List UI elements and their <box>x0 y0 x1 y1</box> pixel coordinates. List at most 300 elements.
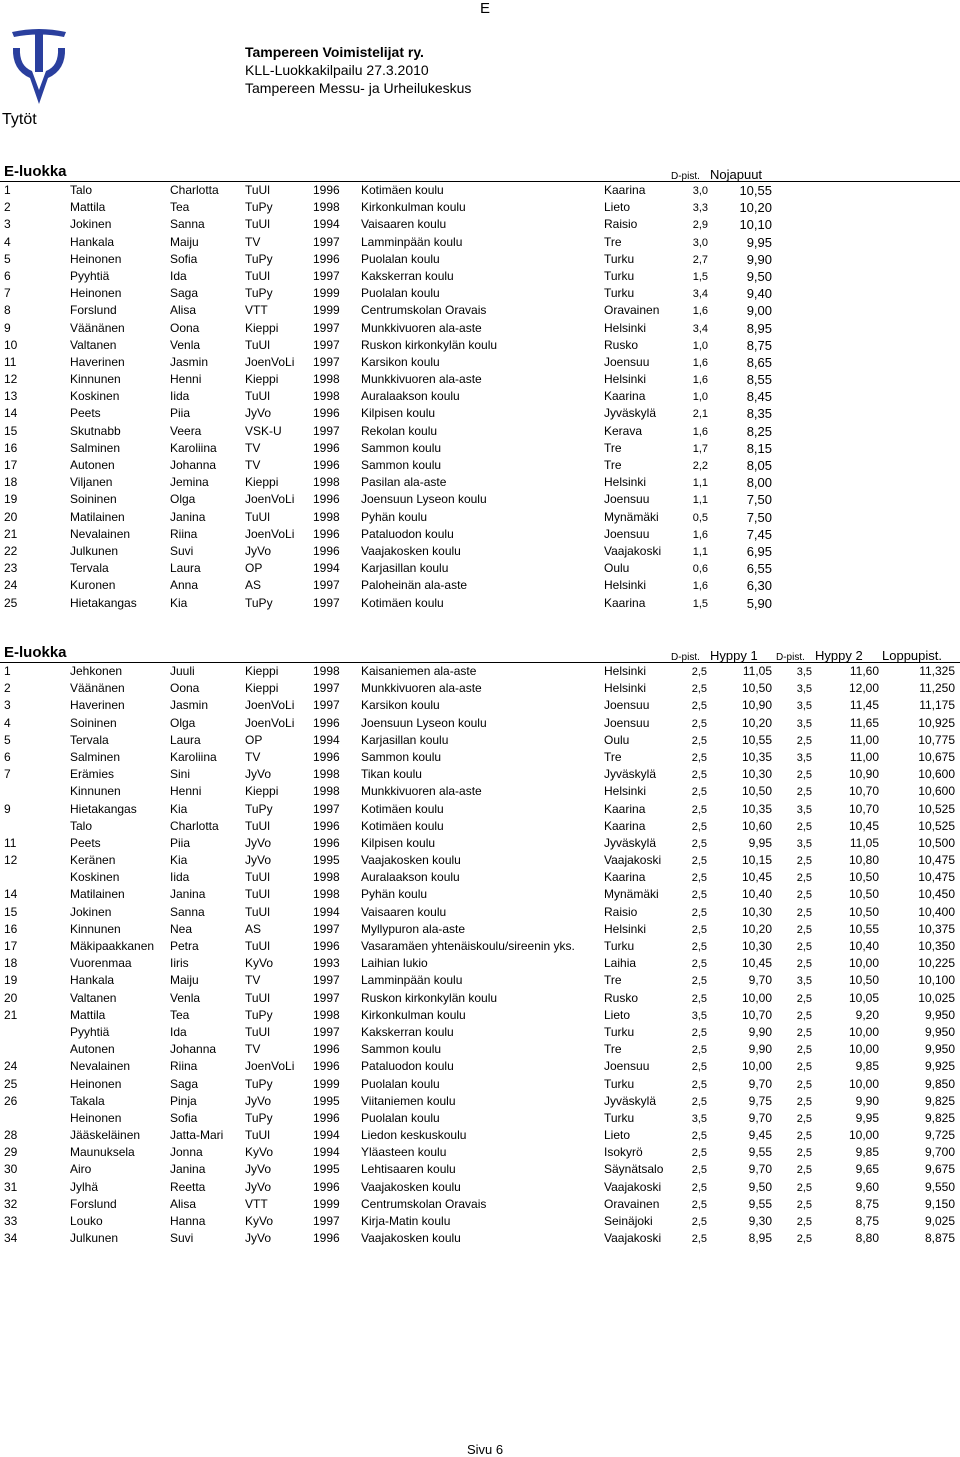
first-name-cell: Jatta-Mari <box>170 1128 224 1143</box>
birth-year-cell: 1998 <box>313 200 340 215</box>
last-name-cell: Soininen <box>70 492 117 507</box>
score-cell: 9,50 <box>746 268 772 284</box>
last-name-cell: Heinonen <box>70 1076 122 1091</box>
table-row <box>0 886 960 903</box>
hyppy-1-cell: 9,70 <box>748 973 772 988</box>
birth-year-cell: 1996 <box>313 749 340 764</box>
club-cell: Kieppi <box>245 372 279 387</box>
last-name-cell: Forslund <box>70 303 117 318</box>
event-name: KLL-Luokkakilpailu 27.3.2010 <box>245 62 429 78</box>
school-cell: Sammon koulu <box>361 458 442 472</box>
club-cell: TuUl <box>245 870 270 885</box>
birth-year-cell: 1996 <box>313 1179 340 1194</box>
last-name-cell: Nevalainen <box>70 1059 131 1074</box>
score-cell: 6,30 <box>746 578 772 594</box>
first-name-cell: Suvi <box>170 1231 194 1246</box>
club-cell: Kieppi <box>245 784 279 799</box>
table-row <box>0 216 960 233</box>
score-cell: 8,15 <box>746 440 772 456</box>
d-score-cell: 0,6 <box>692 563 708 576</box>
d-score-cell: 3,3 <box>692 202 708 215</box>
rank-cell: 19 <box>4 492 18 507</box>
club-cell: TuUl <box>245 389 270 404</box>
final-score-cell: 9,150 <box>924 1196 955 1211</box>
final-score-cell: 11,250 <box>919 681 955 696</box>
table-row <box>0 852 960 869</box>
last-name-cell: Vuorenmaa <box>70 956 132 971</box>
rank-cell: 25 <box>4 1076 18 1091</box>
first-name-cell: Alisa <box>170 1196 197 1211</box>
d-score-1-cell: 2,5 <box>691 1044 707 1057</box>
first-name-cell: Saga <box>170 286 199 301</box>
d-score-2-cell: 2,5 <box>796 1216 812 1228</box>
d-score-2-cell: 3,5 <box>796 683 812 696</box>
city-cell: Helsinki <box>604 921 647 936</box>
first-name-cell: Pinja <box>170 1093 197 1108</box>
city-cell: Joensuu <box>604 715 650 730</box>
club-cell: OP <box>245 732 263 747</box>
table-row <box>0 663 960 680</box>
d-score-1-cell: 2,5 <box>691 1130 707 1143</box>
score-cell: 8,45 <box>746 389 772 405</box>
first-name-cell: Iida <box>170 389 190 404</box>
table-row <box>0 921 960 938</box>
birth-year-cell: 1997 <box>313 595 340 610</box>
birth-year-cell: 1997 <box>313 681 340 696</box>
city-cell: Oravainen <box>604 1196 660 1211</box>
city-cell: Kaarina <box>604 389 646 404</box>
rank-cell: 5 <box>4 251 11 266</box>
rank-cell: 9 <box>4 801 11 816</box>
birth-year-cell: 1997 <box>313 320 340 335</box>
school-cell: Auralaakson koulu <box>361 389 460 404</box>
rank-cell: 11 <box>4 835 17 850</box>
final-score-cell: 9,950 <box>924 1007 955 1022</box>
city-cell: Vaajakoski <box>604 853 662 868</box>
d-score-2-cell: 2,5 <box>796 992 812 1005</box>
last-name-cell: Julkunen <box>70 1231 119 1246</box>
table-row <box>0 732 960 749</box>
d-score-2-cell: 2,5 <box>796 1078 812 1091</box>
table-row <box>0 526 960 543</box>
rank-cell: 7 <box>4 286 11 301</box>
d-score-cell: 2,9 <box>692 219 708 232</box>
score-cell: 7,50 <box>746 509 772 525</box>
rank-cell: 16 <box>4 921 18 936</box>
last-name-cell: Matilainen <box>70 509 125 524</box>
school-cell: Kotimäen koulu <box>361 818 444 833</box>
table-row <box>0 680 960 697</box>
last-name-cell: Haverinen <box>70 354 125 369</box>
d-score-1-cell: 2,5 <box>691 1164 707 1177</box>
birth-year-cell: 1996 <box>313 1110 340 1125</box>
club-cell: TuUl <box>245 183 270 197</box>
table-row <box>0 990 960 1007</box>
rank-cell: 20 <box>4 990 18 1005</box>
last-name-cell: Talo <box>70 818 93 833</box>
d-score-cell: 1,5 <box>692 597 708 610</box>
last-name-cell: Soininen <box>70 715 117 730</box>
d-score-1-cell: 2,5 <box>691 717 707 730</box>
school-cell: Kilpisen koulu <box>361 406 436 421</box>
birth-year-cell: 1998 <box>313 372 340 387</box>
city-cell: Oulu <box>604 561 630 576</box>
club-cell: TV <box>245 1042 261 1057</box>
hyppy-1-cell: 10,30 <box>741 767 772 782</box>
first-name-cell: Janina <box>170 1162 206 1177</box>
rank-cell: 18 <box>4 956 18 971</box>
d-score-2-cell: 2,5 <box>796 906 812 919</box>
final-score-cell: 9,950 <box>924 1024 955 1039</box>
school-cell: Puolalan koulu <box>361 1110 440 1125</box>
final-score-cell: 9,950 <box>924 1042 955 1057</box>
rank-cell: 33 <box>4 1214 18 1228</box>
birth-year-cell: 1997 <box>313 578 340 593</box>
club-cell: AS <box>245 921 262 936</box>
d-score-cell: 1,6 <box>692 305 708 318</box>
d-score-2-cell: 2,5 <box>796 1198 812 1211</box>
club-cell: TuPy <box>245 1110 273 1125</box>
birth-year-cell: 1994 <box>313 217 340 232</box>
birth-year-cell: 1998 <box>313 1007 340 1022</box>
last-name-cell: Keränen <box>70 853 116 868</box>
school-cell: Kirkonkulman koulu <box>361 1007 466 1022</box>
school-cell: Sammon koulu <box>361 749 442 764</box>
d-score-1-cell: 2,5 <box>691 803 707 816</box>
school-cell: Pyhän koulu <box>361 887 428 902</box>
club-cell: TV <box>245 234 261 249</box>
d-score-1-cell: 2,5 <box>691 1233 707 1246</box>
table-row <box>0 1041 960 1058</box>
d-score-2-cell: 2,5 <box>796 769 812 782</box>
score-cell: 8,25 <box>746 423 772 439</box>
city-cell: Tre <box>604 458 622 472</box>
final-score-cell: 9,825 <box>924 1110 955 1125</box>
school-cell: Tikan koulu <box>361 767 422 782</box>
first-name-cell: Nea <box>170 921 193 936</box>
hyppy-1-cell: 10,40 <box>741 887 772 902</box>
d-score-1-cell: 3,5 <box>691 1112 707 1125</box>
final-score-cell: 9,825 <box>924 1093 955 1108</box>
rank-cell: 9 <box>4 320 11 335</box>
final-score-cell: 9,925 <box>924 1059 955 1074</box>
birth-year-cell: 1999 <box>313 1196 340 1211</box>
d-score-1-cell: 2,5 <box>691 906 707 919</box>
city-cell: Lieto <box>604 1007 631 1022</box>
d-score-1-cell: 2,5 <box>691 666 707 678</box>
table-row <box>0 595 960 612</box>
club-cell: TuUl <box>245 904 270 919</box>
city-cell: Oravainen <box>604 303 660 318</box>
first-name-cell: Veera <box>170 423 202 438</box>
last-name-cell: Forslund <box>70 1196 117 1211</box>
city-cell: Vaajakoski <box>604 543 662 558</box>
school-cell: Munkkivuoren ala-aste <box>361 681 482 696</box>
final-score-cell: 10,775 <box>918 732 955 747</box>
hyppy-2-cell: 10,70 <box>848 801 879 816</box>
d-score-2-cell: 2,5 <box>796 1112 812 1125</box>
birth-year-cell: 1996 <box>313 835 340 850</box>
final-score-cell: 9,675 <box>924 1162 955 1177</box>
rank-cell: 32 <box>4 1196 18 1211</box>
birth-year-cell: 1996 <box>313 526 340 541</box>
first-name-cell: Tea <box>170 1007 190 1022</box>
rank-cell: 24 <box>4 1059 18 1074</box>
city-cell: Seinäjoki <box>604 1214 653 1228</box>
school-cell: Puolalan koulu <box>361 1076 440 1091</box>
d-score-1-cell: 2,5 <box>691 872 707 885</box>
first-name-cell: Iida <box>170 870 190 885</box>
birth-year-cell: 1997 <box>313 268 340 283</box>
first-name-cell: Henni <box>170 372 202 387</box>
d-score-cell: 1,6 <box>692 356 708 369</box>
city-cell: Turku <box>604 1076 635 1091</box>
score-cell: 7,50 <box>746 492 772 508</box>
city-cell: Kaarina <box>604 595 646 610</box>
city-cell: Kaarina <box>604 801 646 816</box>
last-name-cell: Pyyhtiä <box>70 268 110 283</box>
d-score-cell: 1,0 <box>692 391 708 404</box>
city-cell: Helsinki <box>604 681 647 696</box>
birth-year-cell: 1994 <box>313 561 340 576</box>
school-cell: Lamminpään koulu <box>361 234 463 249</box>
table-row <box>0 1144 960 1161</box>
rank-cell: 8 <box>4 303 11 318</box>
d-score-2-cell: 2,5 <box>796 1095 812 1108</box>
club-cell: TV <box>245 458 261 472</box>
first-name-cell: Sanna <box>170 904 205 919</box>
hyppy-1-cell: 10,50 <box>741 784 772 799</box>
last-name-cell: Hietakangas <box>70 801 137 816</box>
first-name-cell: Saga <box>170 1076 199 1091</box>
first-name-cell: Kia <box>170 801 188 816</box>
last-name-cell: Koskinen <box>70 870 120 885</box>
table-row <box>0 955 960 972</box>
hyppy-2-cell: 11,00 <box>849 732 879 747</box>
first-name-cell: Suvi <box>170 543 194 558</box>
first-name-cell: Laura <box>170 561 201 576</box>
birth-year-cell: 1997 <box>313 1214 340 1228</box>
school-cell: Puolalan koulu <box>361 251 440 266</box>
birth-year-cell: 1995 <box>313 1093 340 1108</box>
hyppy-2-cell: 10,50 <box>848 904 879 919</box>
final-score-cell: 10,025 <box>918 990 955 1005</box>
d-score-1-cell: 2,5 <box>691 958 707 971</box>
school-cell: Munkkivuoren ala-aste <box>361 372 482 387</box>
final-score-cell: 10,375 <box>918 921 955 936</box>
rank-cell: 21 <box>4 1007 18 1022</box>
rank-cell: 12 <box>4 372 18 387</box>
birth-year-cell: 1996 <box>313 183 340 197</box>
city-cell: Turku <box>604 251 635 266</box>
final-score-cell: 10,525 <box>918 801 955 816</box>
hyppy-1-cell: 9,90 <box>748 1024 772 1039</box>
hyppy-2-cell: 10,05 <box>848 990 879 1005</box>
hyppy-2-cell: 10,50 <box>848 887 879 902</box>
d-score-1-cell: 2,5 <box>691 769 707 782</box>
club-cell: VSK-U <box>245 423 282 438</box>
school-cell: Vasaramäen yhtenäiskoulu/sireenin yks. <box>361 939 575 953</box>
rank-cell: 34 <box>4 1231 18 1246</box>
city-cell: Jyväskylä <box>604 406 657 421</box>
city-cell: Säynätsalo <box>604 1162 664 1177</box>
last-name-cell: Takala <box>70 1093 105 1108</box>
table-row <box>0 423 960 440</box>
school-cell: Liedon keskuskoulu <box>361 1128 467 1143</box>
last-name-cell: Autonen <box>70 458 115 472</box>
hyppy-2-cell: 10,50 <box>848 973 879 988</box>
d-score-2-cell: 2,5 <box>796 923 812 936</box>
nojapuut-header <box>0 161 960 182</box>
table-row <box>0 337 960 354</box>
first-name-cell: Jemina <box>170 475 209 490</box>
school-cell: Ruskon kirkonkylän koulu <box>361 990 498 1005</box>
class-title: E-luokka <box>4 163 67 180</box>
school-cell: Yläasteen koulu <box>361 1145 447 1160</box>
last-name-cell: Hankala <box>70 234 115 249</box>
rank-cell: 31 <box>4 1179 18 1194</box>
school-cell: Kotimäen koulu <box>361 183 444 197</box>
d-score-cell: 2,1 <box>692 408 708 421</box>
hyppy-1-cell: 9,55 <box>748 1196 772 1211</box>
d-score-1-cell: 2,5 <box>691 820 707 833</box>
first-name-cell: Maiju <box>170 234 199 249</box>
birth-year-cell: 1995 <box>313 853 340 868</box>
d-score-1-cell: 2,5 <box>691 975 707 988</box>
d-score-2-cell: 3,5 <box>796 975 812 988</box>
club-cell: JyVo <box>245 543 272 558</box>
city-cell: Kaarina <box>604 183 646 197</box>
d-score-cell: 1,7 <box>692 442 708 455</box>
table-row <box>0 182 960 199</box>
d-score-1-cell: 2,5 <box>691 1198 707 1211</box>
hyppy-1-cell: 9,70 <box>748 1162 772 1177</box>
first-name-cell: Johanna <box>170 458 217 472</box>
d-score-cell: 2,7 <box>692 253 708 266</box>
school-cell: Pasilan ala-aste <box>361 475 447 490</box>
school-cell: Ruskon kirkonkylän koulu <box>361 337 498 352</box>
rank-cell: 3 <box>4 698 11 713</box>
club-cell: JyVo <box>245 835 272 850</box>
rank-cell: 4 <box>4 715 11 730</box>
school-cell: Sammon koulu <box>361 1042 442 1057</box>
club-cell: TuPy <box>245 1076 273 1091</box>
class-title: E-luokka <box>4 644 67 661</box>
rank-cell: 11 <box>4 354 17 369</box>
hyppy-2-cell: 10,00 <box>848 1042 879 1057</box>
last-name-cell: Jehkonen <box>70 664 123 678</box>
birth-year-cell: 1994 <box>313 1145 340 1160</box>
hyppy-1-cell: 10,30 <box>741 904 772 919</box>
score-cell: 8,05 <box>746 458 772 473</box>
last-name-cell: Mäkipaakkanen <box>70 939 155 953</box>
hyppy-2-cell: 12,00 <box>848 681 879 696</box>
final-score-cell: 10,675 <box>918 749 955 764</box>
d-score-2-cell: 2,5 <box>796 1026 812 1039</box>
city-cell: Joensuu <box>604 354 650 369</box>
table-row <box>0 749 960 766</box>
table-row <box>0 938 960 955</box>
final-score-cell: 10,500 <box>918 835 955 850</box>
city-cell: Jyväskylä <box>604 835 657 850</box>
d-score-2-cell: 2,5 <box>796 734 812 747</box>
club-cell: TuPy <box>245 595 273 610</box>
first-name-cell: Alisa <box>170 303 197 318</box>
last-name-cell: Jylhä <box>70 1179 99 1194</box>
d-score-cell: 1,0 <box>692 339 708 352</box>
d-score-cell: 3,0 <box>692 236 708 249</box>
school-cell: Joensuun Lyseon koulu <box>361 492 487 507</box>
table-row <box>0 1179 960 1196</box>
city-cell: Helsinki <box>604 664 647 678</box>
table-row <box>0 251 960 268</box>
score-cell: 6,95 <box>746 543 772 559</box>
city-cell: Kerava <box>604 423 643 438</box>
city-cell: Tre <box>604 1042 622 1057</box>
club-cell: TuUl <box>245 337 270 352</box>
d-score-1-cell: 2,5 <box>691 734 707 747</box>
first-name-cell: Janina <box>170 887 206 902</box>
birth-year-cell: 1998 <box>313 870 340 885</box>
d-score-1-cell: 2,5 <box>691 700 707 713</box>
hyppy-2-cell: 10,00 <box>848 1024 879 1039</box>
d-score-2-cell: 2,5 <box>796 872 812 885</box>
d-score-2-cell: 2,5 <box>796 1009 812 1022</box>
d-score-2-cell: 2,5 <box>796 855 812 868</box>
birth-year-cell: 1996 <box>313 251 340 266</box>
birth-year-cell: 1996 <box>313 1042 340 1057</box>
d-score-2-cell: 2,5 <box>796 958 812 971</box>
first-name-cell: Piia <box>170 835 191 850</box>
nojapuut-section <box>0 161 960 612</box>
last-name-cell: Kinnunen <box>70 921 121 936</box>
hyppy-1-cell: 9,30 <box>748 1214 772 1228</box>
table-row <box>0 474 960 491</box>
rank-cell: 15 <box>4 904 18 919</box>
birth-year-cell: 1998 <box>313 389 340 404</box>
last-name-cell: Viljanen <box>70 475 113 490</box>
last-name-cell: Heinonen <box>70 1110 122 1125</box>
last-name-cell: Kinnunen <box>70 784 121 799</box>
table-row <box>0 1213 960 1230</box>
final-score-cell: 9,550 <box>924 1179 955 1194</box>
last-name-cell: Heinonen <box>70 251 122 266</box>
first-name-cell: Olga <box>170 715 196 730</box>
d-score-cell: 1,1 <box>692 477 708 490</box>
club-cell: TuUl <box>245 818 270 833</box>
rank-cell: 18 <box>4 475 18 490</box>
last-name-cell: Talo <box>70 183 93 197</box>
school-cell: Vaisaaren koulu <box>361 904 447 919</box>
rank-cell: 29 <box>4 1145 18 1160</box>
hyppy-2-header: Hyppy 2 <box>815 648 863 663</box>
hyppy-2-cell: 10,55 <box>848 921 879 936</box>
final-score-cell: 10,475 <box>918 870 955 885</box>
city-cell: Helsinki <box>604 475 647 490</box>
birth-year-cell: 1997 <box>313 1024 340 1039</box>
table-row <box>0 577 960 594</box>
first-name-cell: Ida <box>170 268 187 283</box>
first-name-cell: Venla <box>170 337 201 352</box>
club-cell: TuUl <box>245 1128 270 1143</box>
club-cell: TuPy <box>245 251 273 266</box>
birth-year-cell: 1998 <box>313 475 340 490</box>
club-cell: TuPy <box>245 286 273 301</box>
d-score-2-cell: 3,5 <box>796 700 812 713</box>
first-name-cell: Oona <box>170 320 200 335</box>
school-cell: Pataluodon koulu <box>361 526 454 541</box>
city-cell: Helsinki <box>604 784 647 799</box>
